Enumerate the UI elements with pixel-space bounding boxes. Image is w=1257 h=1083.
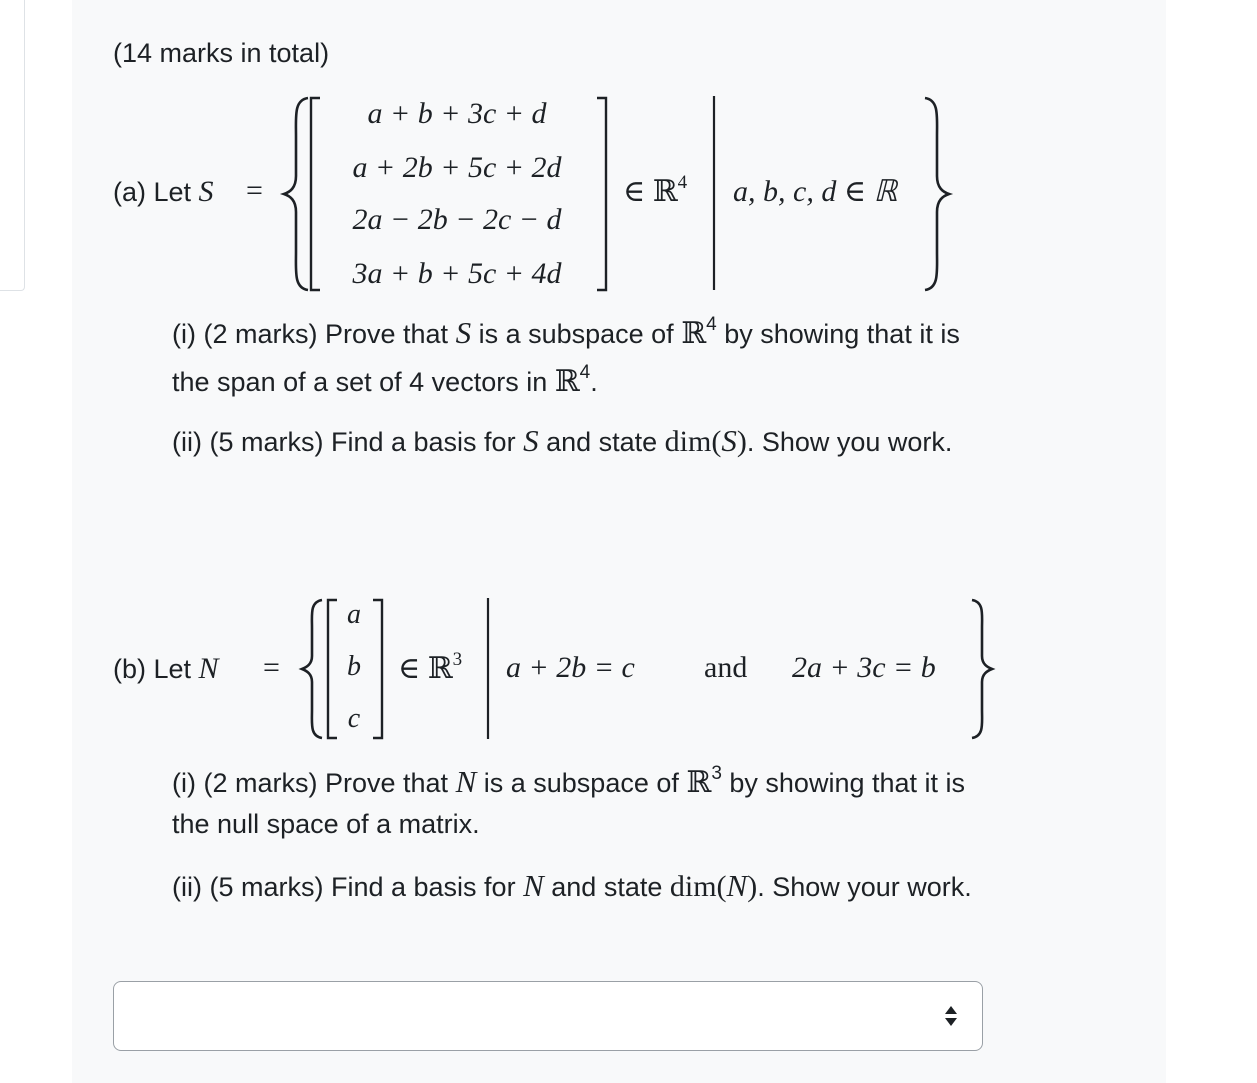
part-a-vector-entry-4: 3a + b + 5c + 4d [352, 257, 562, 290]
part-a-right-brace [921, 96, 951, 292]
part-b-right-brace [968, 598, 994, 740]
part-b-dim-sup: 3 [452, 649, 463, 670]
part-b-question-2: (ii) (5 marks) Find a basis for N and state dim(N). Show your work. [172, 868, 972, 903]
part-b-vector-entry-2: b [347, 651, 361, 682]
part-a-condition: a, b, c, d ∈ ℝ [733, 175, 898, 208]
part-a-question-1-line-1: (i) (2 marks) Prove that S is a subspace of ℝ$^4$ by showing that it is [172, 314, 960, 350]
part-a-question-2: (ii) (5 marks) Find a basis for S and state dim(S). Show you work. [172, 423, 953, 458]
part-b-equals: = [263, 651, 280, 684]
part-a-var: S [198, 175, 214, 208]
part-a-prefix: (a) Let [113, 177, 199, 207]
answer-select[interactable] [113, 981, 983, 1051]
part-b-condition-2: 2a + 3c = b [792, 651, 936, 684]
part-a-left-bracket [308, 96, 322, 292]
part-b-question-1-line-2: the null space of a matrix. [172, 809, 480, 839]
part-b-member-of: ∈ ℝ [398, 652, 453, 685]
part-b-left-brace [300, 598, 326, 740]
question-intro: (14 marks in total) [113, 38, 330, 68]
part-b-and: and [704, 651, 748, 684]
part-a-set-separator [712, 96, 716, 292]
part-a-dim-sup: 4 [677, 172, 688, 193]
part-b-prefix: (b) Let [113, 654, 199, 684]
part-a-vector-entry-2: a + 2b + 5c + 2d [352, 151, 562, 184]
part-a-right-bracket [595, 96, 609, 292]
part-a-equals: = [246, 174, 263, 207]
question-card [72, 0, 1166, 1083]
updown-arrows-icon [944, 1004, 958, 1028]
part-a-vector-entry-1: a + b + 3c + d [367, 97, 547, 130]
part-b-vector-entry-3: c [347, 703, 361, 734]
part-a-member-of: ∈ ℝ [623, 175, 678, 208]
part-a-vector-entry-3: 2a − 2b − 2c − d [352, 203, 562, 236]
part-b-right-bracket [371, 598, 385, 740]
part-b-question-1-line-1: (i) (2 marks) Prove that N is a subspace of ℝ$^3$ by showing that it is [172, 763, 966, 799]
part-b-set-separator [486, 598, 490, 740]
part-b-var: N [198, 652, 219, 685]
part-b-condition-1: a + 2b = c [506, 651, 635, 684]
part-b-vector-entry-1: a [347, 599, 361, 630]
side-panel-edge [0, 0, 25, 291]
part-a-question-1-line-2: the span of a set of 4 vectors in ℝ$^4$. [172, 362, 598, 398]
